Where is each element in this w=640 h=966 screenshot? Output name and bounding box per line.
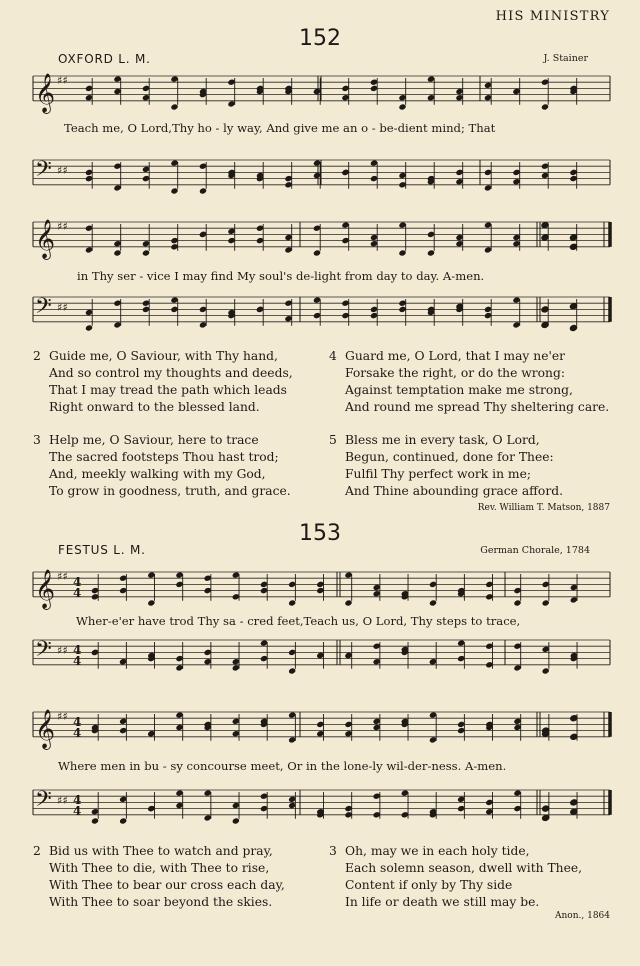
verse-text: Guide me, O Saviour, with Thy hand, And so control my thoughts and deeds, That I may tread the path which leads Right onward to the blessed land.: [49, 349, 293, 414]
treble-clef: 𝄞: [35, 73, 56, 113]
treble-clef: 𝄞: [35, 709, 56, 749]
verse-number: 4: [329, 349, 337, 363]
hymn-number: 152: [299, 26, 341, 51]
lyrics-line: Wher-e'er have trod Thy sa - cred feet,Teach us, O Lord, Thy steps to trace,: [76, 614, 521, 628]
time-signature: 4: [73, 804, 82, 818]
key-signature: ♯♯: [57, 74, 68, 87]
verse-number: 5: [329, 433, 337, 447]
composer: J. Stainer: [543, 53, 588, 64]
tune-name: FESTUS L. M.: [58, 543, 146, 557]
verse-text: Guard me, O Lord, that I may ne'er Forsake the right, or do the wrong: Against temptation make me strong, And round me spread Thy sheltering care.: [345, 349, 610, 414]
verse-text: Bid us with Thee to watch and pray, With Thee to die, with Thee to rise, With Thee to bear our cross each day, With Thee to soar beyond the skies.: [49, 844, 285, 909]
bass-clef: 𝄢: [35, 157, 52, 187]
time-signature: 4: [73, 586, 82, 600]
staff: [33, 297, 610, 322]
lyrics-line: Where men in bu - sy concourse meet, Or in the lone-ly wil-der-ness. A-men.: [58, 759, 507, 773]
key-signature: ♯♯: [57, 644, 68, 657]
verse-text: Oh, may we in each holy tide, Each solemn season, dwell with Thee, Content if only by Thy side In life or death we still may be.: [345, 844, 583, 909]
staff: [33, 640, 610, 665]
key-signature: ♯♯: [57, 301, 68, 314]
time-signature: 4: [73, 715, 82, 729]
time-signature: 4: [73, 654, 82, 668]
treble-clef: 𝄞: [35, 569, 56, 609]
tune-name: OXFORD L. M.: [58, 52, 151, 66]
bass-clef: 𝄢: [35, 787, 52, 817]
lyrics-line: in Thy ser - vice I may find My soul's de-light from day to day. A-men.: [77, 269, 485, 283]
hymn-number: 153: [299, 521, 341, 546]
bass-clef: 𝄢: [35, 637, 52, 667]
key-signature: ♯♯: [57, 164, 68, 177]
composer: German Chorale, 1784: [480, 545, 590, 556]
author-credit: Rev. William T. Matson, 1887: [477, 503, 610, 513]
key-signature: ♯♯: [57, 710, 68, 723]
verse-text: Bless me in every task, O Lord, Begun, continued, done for Thee: Fulfil Thy perfect work in me; And Thine abounding grace afford.: [345, 433, 563, 498]
time-signature: 4: [73, 643, 82, 657]
lyrics-line: Teach me, O Lord,Thy ho - ly way, And give me an o - be-dient mind; That: [64, 121, 496, 135]
section-header: HIS MINISTRY: [495, 9, 610, 24]
bass-clef: 𝄢: [35, 294, 52, 324]
verse-number: 3: [329, 844, 337, 858]
key-signature: ♯♯: [57, 794, 68, 807]
time-signature: 4: [73, 793, 82, 807]
author-credit: Anon., 1864: [555, 911, 610, 921]
verse-number: 2: [33, 349, 41, 363]
verse-number: 2: [33, 844, 41, 858]
verse-text: Help me, O Saviour, here to trace The sacred footsteps Thou hast trod; And, meekly walking with my God, To grow in goodness, truth, and grace.: [49, 433, 291, 498]
key-signature: ♯♯: [57, 570, 68, 583]
key-signature: ♯♯: [57, 220, 68, 233]
verse-number: 3: [33, 433, 41, 447]
time-signature: 4: [73, 575, 82, 589]
treble-clef: 𝄞: [35, 219, 56, 259]
time-signature: 4: [73, 726, 82, 740]
